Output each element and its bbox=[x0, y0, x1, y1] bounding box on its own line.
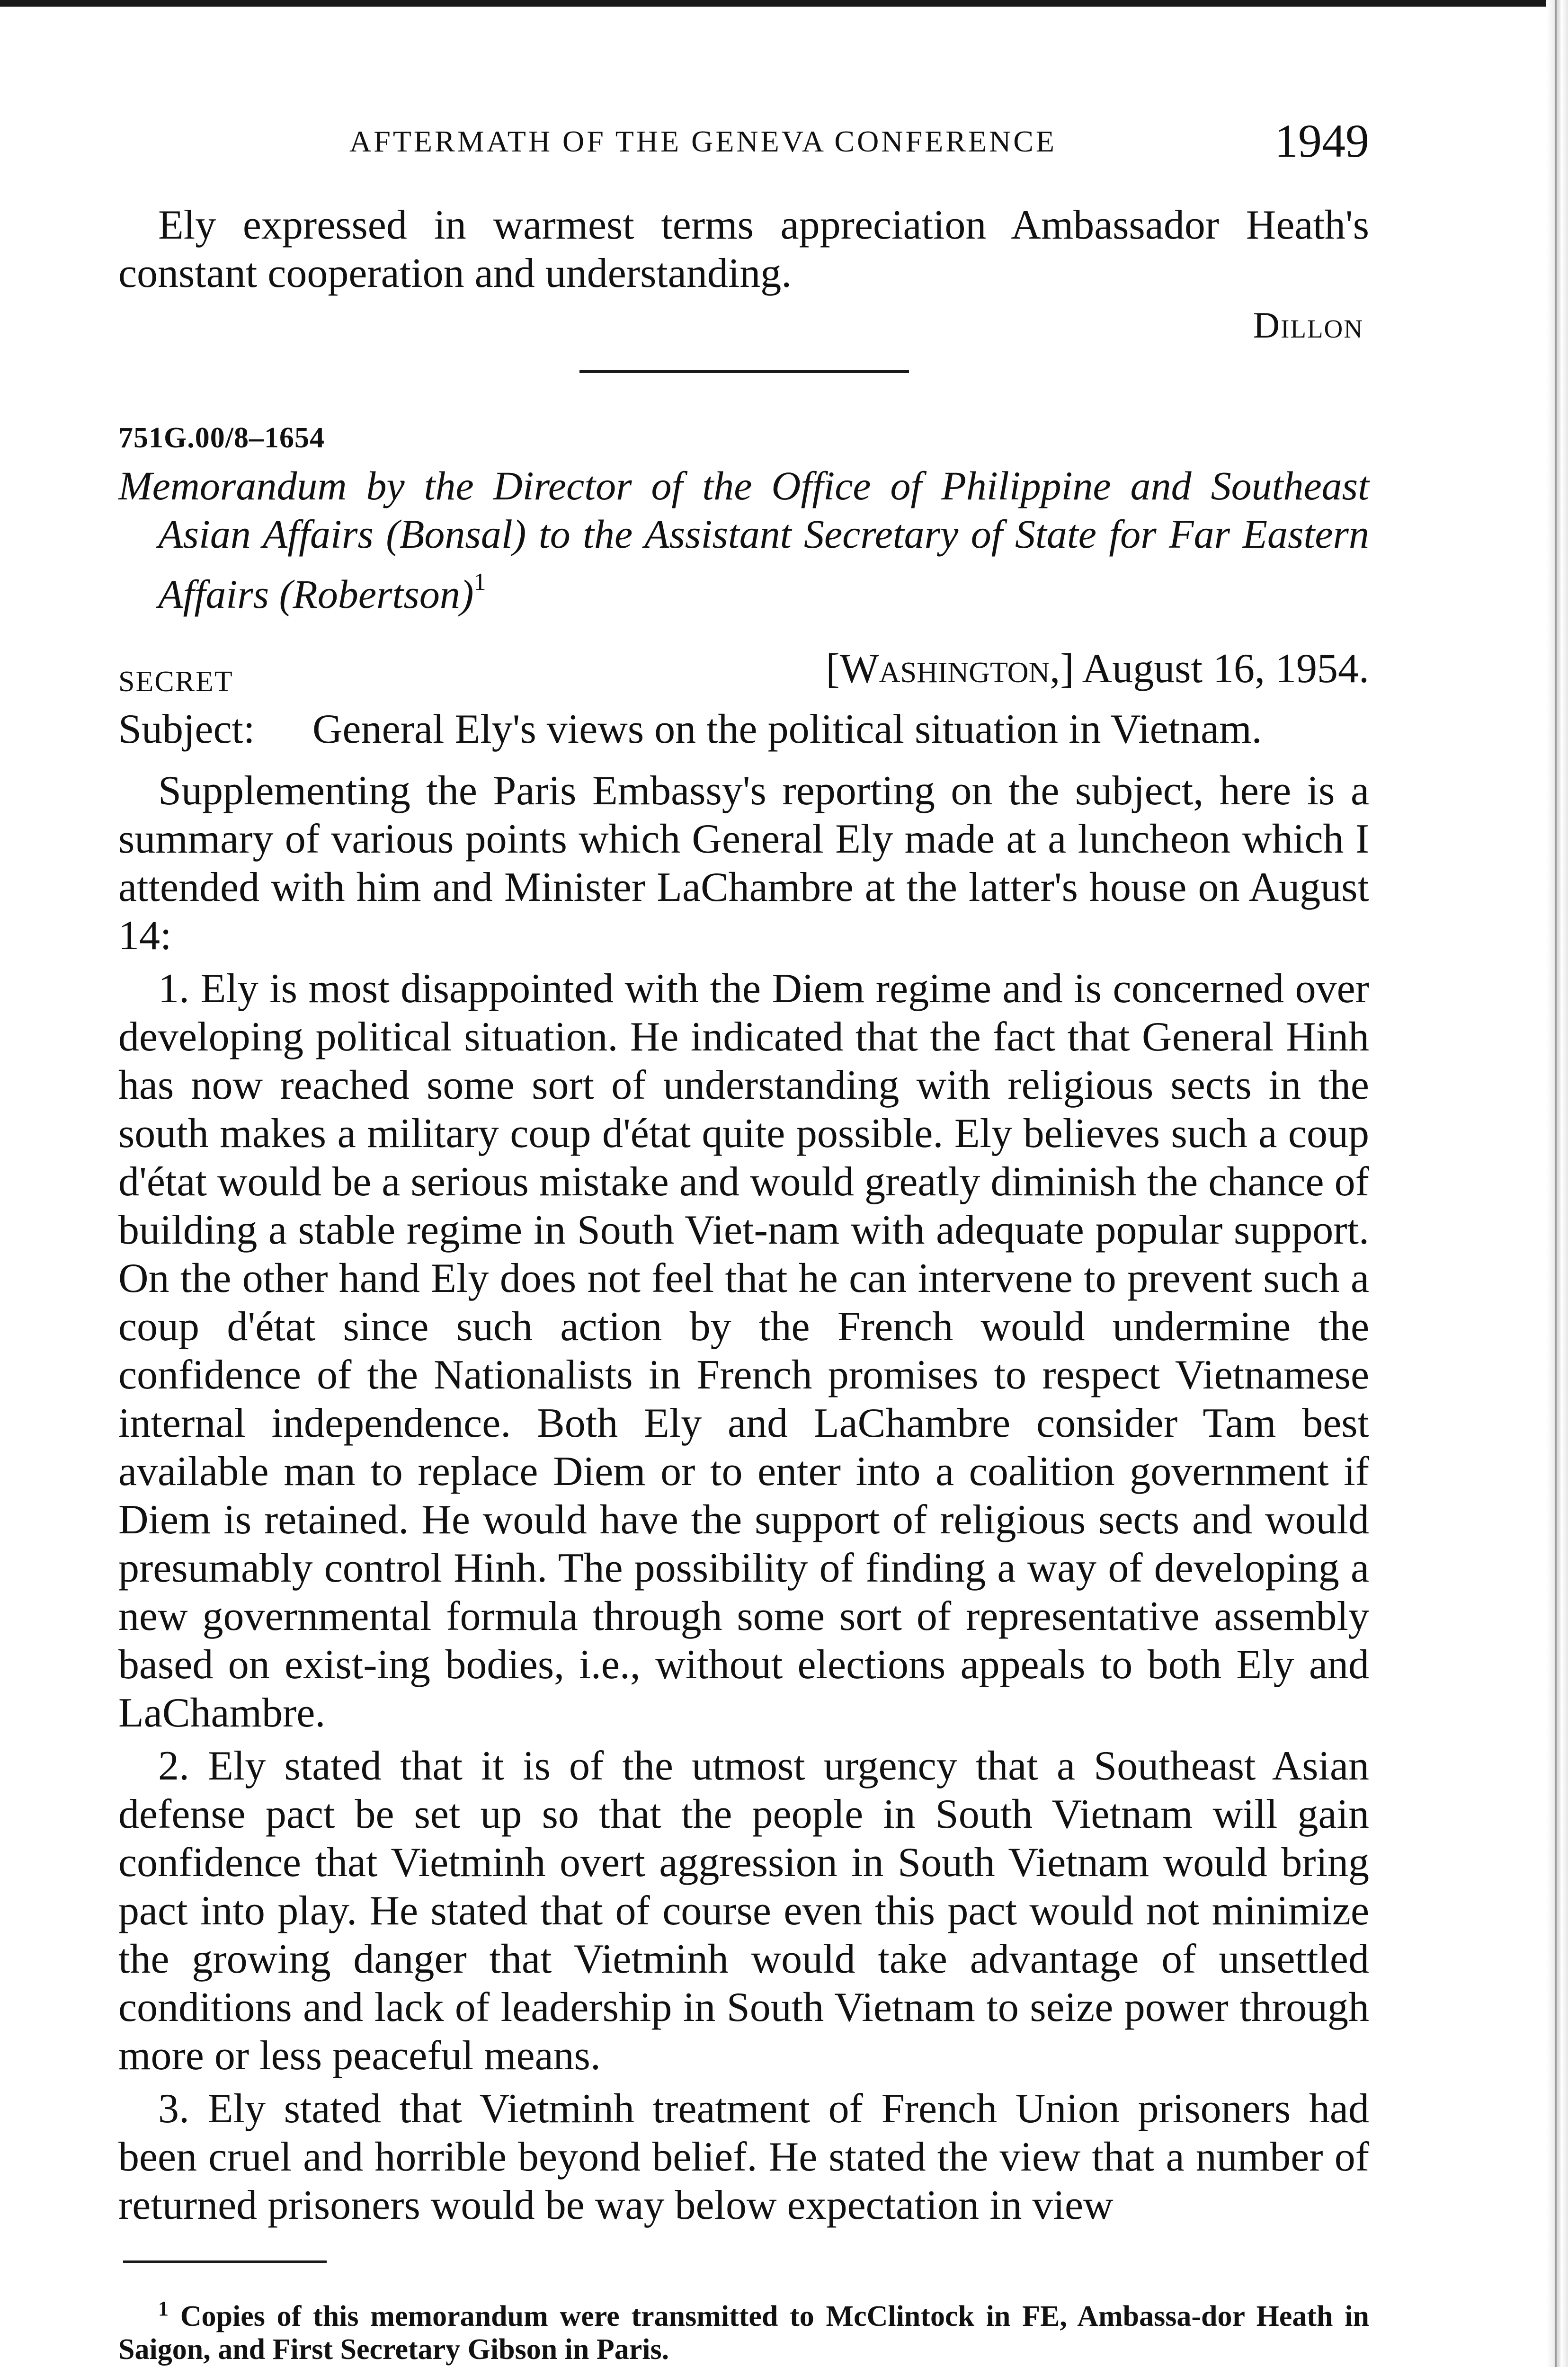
body-paragraph: 2. Ely stated that it is of the utmost urgency that a Southeast Asian defense pact be set up so that the people in South Vietnam will gain confidence that Vietminh overt aggression in South Vietnam would bring pact into play. He stated that of course even this pact would not minimize the growing danger that Vietminh would take advantage of unsettled conditions and lack of leadership in South Vietnam to seize power through more or less peaceful means. bbox=[118, 1743, 1369, 2079]
body-paragraph: 3. Ely stated that Vietminh treatment of French Union prisoners had been cruel and horrible beyond belief. He stated the view that a number of returned prisoners would be way below expectation in view bbox=[118, 2086, 1369, 2228]
previous-document-closing-text: Ely expressed in warmest terms appreciation Ambassador Heath's constant cooperation and understanding. bbox=[118, 202, 1369, 296]
page-top-border bbox=[0, 0, 1568, 7]
body-paragraph: 1. Ely is most disappointed with the Diem regime and is concerned over developing political situation. He indicated that the fact that General Hinh has now reached some sort of understanding with religious sects in the south makes a military coup d'état quite possible. Ely believes such a coup d'état would be a serious mistake and would greatly diminish the chance of building a stable regime in South Viet-nam with adequate popular support. On the other hand Ely does not feel that he can intervene to prevent such a coup d'état since such action by the French would undermine the confidence of the Nationalists in French promises to respect Vietnamese internal independence. Both Ely and LaChambre consider Tam best available man to replace Diem or to enter into a coalition government if Diem is retained. He would have the support of religious sects and would presumably control Hinh. The possibility of finding a way of developing a new governmental formula through some sort of representative assembly based on exist-ing bodies, i.e., without elections appeals to both Ely and LaChambre. bbox=[118, 966, 1369, 1736]
footnote-rule bbox=[123, 2260, 327, 2263]
body-paragraph: Supplementing the Paris Embassy's reporting on the subject, here is a summary of various points which General Ely made at a luncheon which I attended with him and Minister LaChambre at the latter's house on August 14: bbox=[118, 768, 1369, 959]
memorandum-body bbox=[118, 767, 1369, 2234]
classification-label: SECRET bbox=[118, 666, 233, 698]
footnote-reference: 1 bbox=[473, 569, 486, 596]
place-and-date bbox=[826, 645, 1369, 693]
subject-line bbox=[118, 705, 1262, 753]
page-binding-edge bbox=[1546, 0, 1568, 2367]
footnote-text: Copies of this memorandum were transmitted to McClintock in FE, Ambassa-dor Heath in Saigon, and First Secretary Gibson in Paris. bbox=[118, 2300, 1370, 2366]
date: August 16, 1954. bbox=[1082, 646, 1369, 692]
footnote-marker: 1 bbox=[158, 2297, 169, 2320]
signature: Dillon bbox=[1253, 304, 1363, 346]
place: [Washington,] bbox=[826, 646, 1074, 692]
subject-label: Subject: bbox=[118, 706, 255, 752]
document-title-text: Memorandum by the Director of the Office of Philippine and Southeast Asian Affairs (Bonsal) to the Assistant Secretary of State for Far Eastern Affairs (Robertson) bbox=[118, 463, 1369, 617]
page-number: 1949 bbox=[1274, 115, 1369, 167]
footnote bbox=[118, 2292, 1369, 2366]
document-separator-rule bbox=[579, 370, 909, 373]
document-title bbox=[118, 462, 1369, 618]
running-head: AFTERMATH OF THE GENEVA CONFERENCE bbox=[349, 125, 1057, 158]
page-binding-line bbox=[1555, 0, 1557, 2367]
subject-text: General Ely's views on the political situation in Vietnam. bbox=[312, 706, 1262, 752]
file-number: 751G.00/8–1654 bbox=[118, 422, 325, 454]
